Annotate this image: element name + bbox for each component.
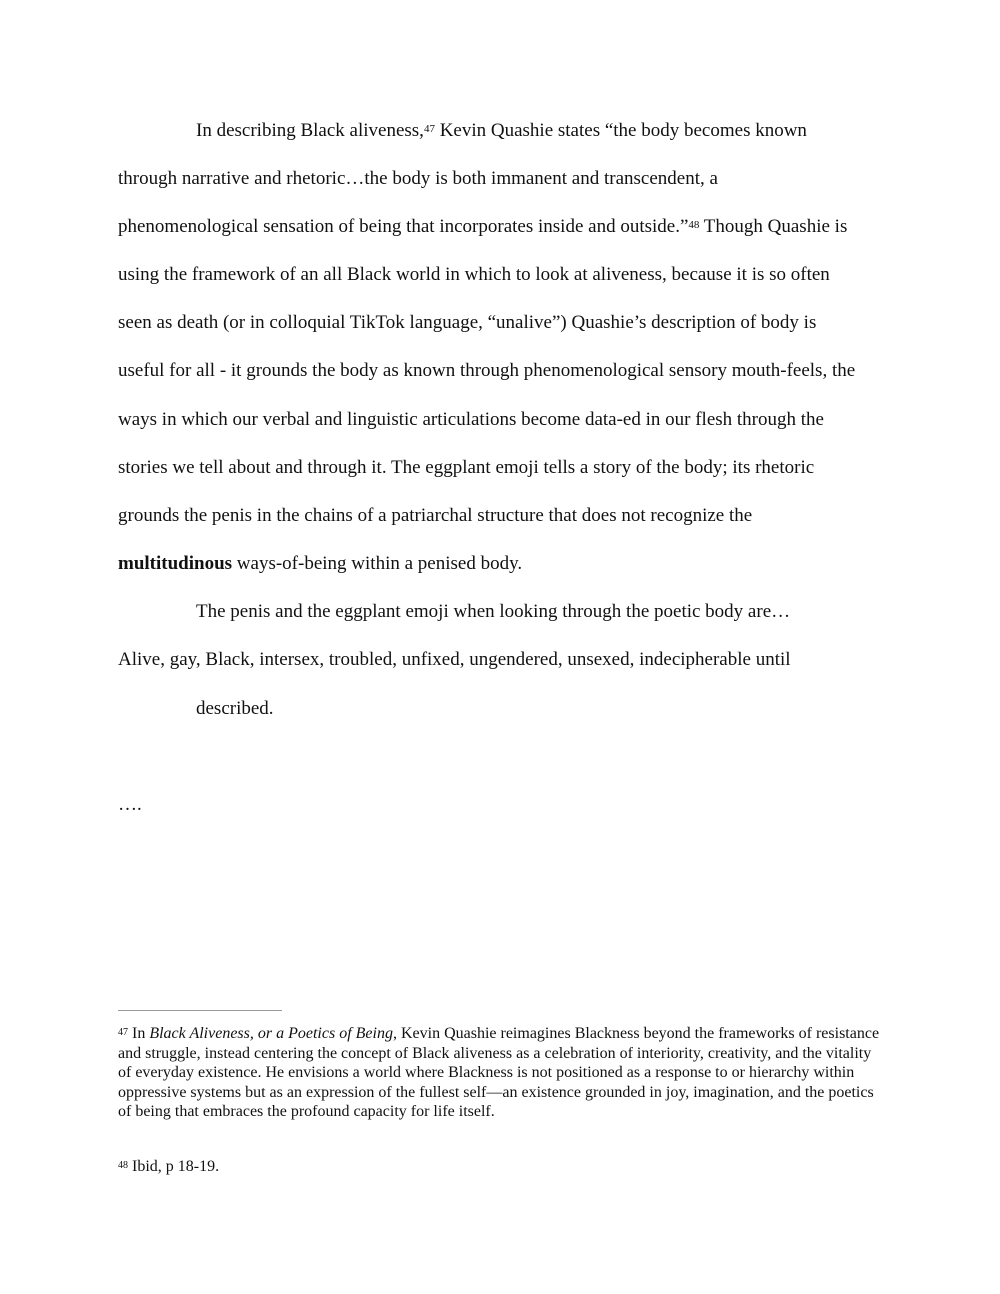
footnote-47 [118, 1024, 888, 1122]
body-line [196, 119, 807, 143]
body-line: stories we tell about and through it. The eggplant emoji tells a story of the body; its rhetoric [118, 457, 815, 478]
text-run: , Kevin Quashie reimagines Blackness beyond the frameworks of resistance and struggle, instead centering the concept of Black aliveness as a celebration of interiority, creativity, and the vitality of everyday existence. He envisions a world where Blackness is not positioned as a response to or hierarchy within oppressive systems but as an expression of the fullest self—an existence grounded in joy, imagination, and the poetics of being that embraces the profound capacity for life itself. [118, 1025, 880, 1121]
body-line: ways in which our verbal and linguistic articulations become data-ed in our flesh through the [118, 409, 824, 430]
bold-word: multitudinous [118, 553, 233, 574]
body-line: Alive, gay, Black, intersex, troubled, unfixed, ungendered, unsexed, indecipherable until [118, 649, 791, 670]
text-run: Kevin Quashie states “the body becomes known [434, 120, 807, 141]
text-run: Ibid, p 18-19. [128, 1158, 220, 1175]
body-line: using the framework of an all Black world in which to look at aliveness, because it is so often [118, 264, 830, 285]
text-run: In [128, 1025, 150, 1042]
footnote-ref-48[interactable]: 48 [688, 219, 700, 231]
footnote-number: 48 [118, 1160, 128, 1171]
footnote-number: 47 [118, 1027, 128, 1038]
text-run: In describing Black aliveness, [196, 120, 424, 141]
section-ellipsis: …. [118, 794, 142, 815]
footnote-ref-47[interactable]: 47 [423, 123, 435, 135]
text-run: Though Quashie is [699, 216, 848, 237]
text-run: phenomenological sensation of being that incorporates inside and outside.” [118, 216, 689, 237]
footnote-48 [118, 1157, 888, 1177]
body-line [118, 215, 847, 239]
body-line: through narrative and rhetoric…the body is both immanent and transcendent, a [118, 168, 718, 189]
body-line [118, 552, 522, 576]
body-line: The penis and the eggplant emoji when looking through the poetic body are… [196, 601, 791, 622]
book-title: Black Aliveness, or a Poetics of Being [149, 1025, 393, 1042]
text-run: ways-of-being within a penised body. [232, 553, 523, 574]
body-line: useful for all - it grounds the body as known through phenomenological sensory mouth-feels, the [118, 360, 856, 381]
body-line: grounds the penis in the chains of a patriarchal structure that does not recognize the [118, 505, 753, 526]
body-line: described. [196, 698, 274, 719]
body-line: seen as death (or in colloquial TikTok language, “unalive”) Quashie’s description of body is [118, 312, 817, 333]
footnote-separator [118, 1010, 282, 1011]
